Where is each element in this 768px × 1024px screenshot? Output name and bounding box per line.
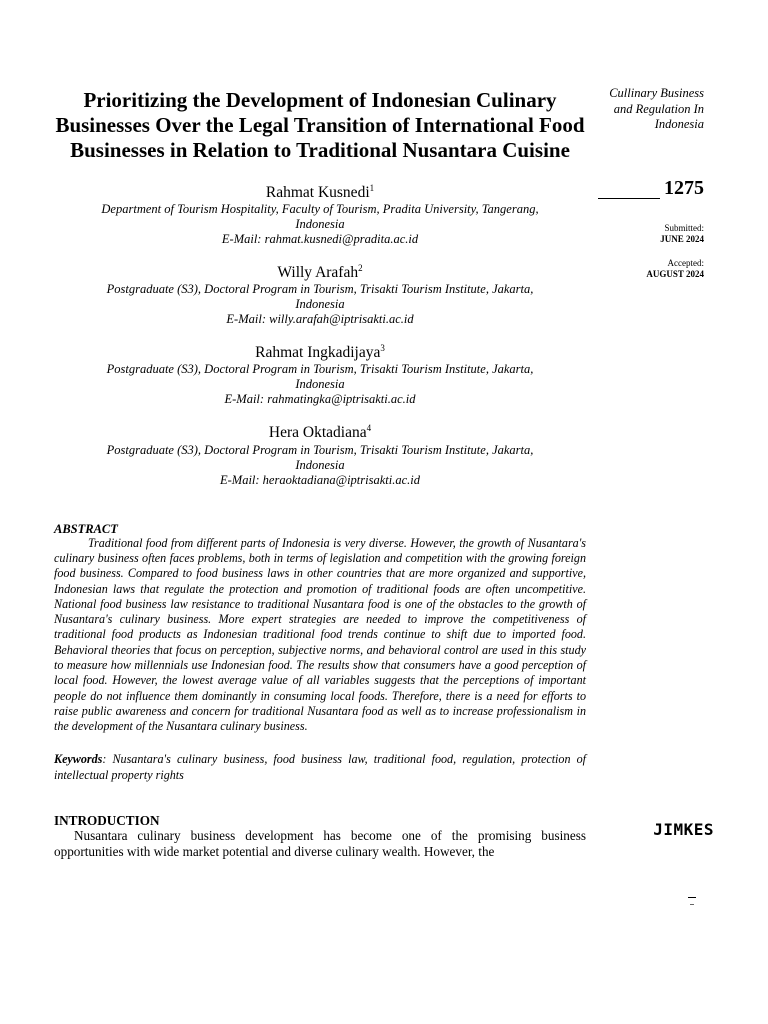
author-block-2 <box>54 259 586 327</box>
author-email: E-Mail: heraoktadiana@iptrisakti.ac.id <box>219 472 420 487</box>
author-affiliation: Department of Tourism Hospitality, Faculty of Tourism, Pradita University, Tangerang, Indonesia <box>101 202 539 232</box>
author-affiliation: Postgraduate (S3), Doctoral Program in Tourism, Trisakti Tourism Institute, Jakarta, Indonesia <box>106 282 534 312</box>
author-block-3 <box>54 339 586 407</box>
keywords-label: Keywords <box>54 752 103 767</box>
author-affiliation: Postgraduate (S3), Doctoral Program in Tourism, Trisakti Tourism Institute, Jakarta, Indonesia <box>106 362 534 392</box>
author-block-4 <box>54 419 586 487</box>
journal-name: Cullinary Business and Regulation In Indonesia <box>609 86 704 131</box>
footer-mark <box>688 897 696 899</box>
author-block-1 <box>54 179 586 247</box>
author-name: Hera Oktadiana$^4$ <box>268 423 372 442</box>
accepted-date: Accepted: AUGUST 2024 <box>646 258 704 279</box>
introduction-body: Nusantara culinary business development has become one of the promising business opportunities with wide market potential and diverse culinary wealth. However, the <box>54 828 586 860</box>
author-affiliation: Postgraduate (S3), Doctoral Program in Tourism, Trisakti Tourism Institute, Jakarta, Indonesia <box>106 442 534 472</box>
main-column <box>54 88 586 861</box>
abstract-heading: ABSTRACT <box>54 521 118 536</box>
author-email: E-Mail: rahmat.kusnedi@pradita.ac.id <box>221 232 419 247</box>
author-name: Rahmat Ingkadijaya$^3$ <box>255 343 385 362</box>
author-email: E-Mail: willy.arafah@iptrisakti.ac.id <box>226 312 414 327</box>
page-number: 1275 <box>598 176 704 199</box>
author-name: Willy Arafah$^2$ <box>277 263 363 282</box>
introduction-heading: INTRODUCTION <box>54 813 160 829</box>
author-email: E-Mail: rahmatingka@iptrisakti.ac.id <box>224 392 416 407</box>
submitted-date: Submitted: JUNE 2024 <box>660 223 704 244</box>
keywords <box>54 752 586 783</box>
paper-title: Prioritizing the Development of Indonesian Culinary Businesses Over the Legal Transition of International Food Businesses in Relation to Traditional Nusantara Cuisine <box>55 88 585 162</box>
abstract-body: Traditional food from different parts of Indonesia is very diverse. However, the growth of Nusantara's culinary business often faces problems, both in terms of legislation and competition with the growing foreign food business. Compared to food business laws in other countries that are more organized and supportive, Indonesian laws that regulate the protection and promotion of traditional foods are often uncompetitive. National food business law resistance to traditional Nusantara food is one of the obstacles to the growth of Nusantara's culinary business. More expert strategies are needed to improve the competitiveness of traditional food products as Indonesian traditional food trends continue to shift due to imported food. Behavioral theories that focus on perception, subjective norms, and behavioral control are used in this study to measure how millennials use Indonesian food. The results show that consumers have a good perception of local food. However, the lowest average value of all variables suggests that the perceptions of important people do not influence them dominantly in consuming local foods. Therefore, there is a need for efforts to raise public awareness and concern for traditional Nusantara food as well as to increase professionalism in the development of the Nusantara culinary business. <box>54 535 586 734</box>
journal-brand: JIMKES <box>653 820 714 839</box>
author-name: Rahmat Kusnedi$^1$ <box>265 183 375 202</box>
keywords-text: : Nusantara's culinary business, food business law, traditional food, regulation, protection of intellectual property rights <box>54 752 586 782</box>
